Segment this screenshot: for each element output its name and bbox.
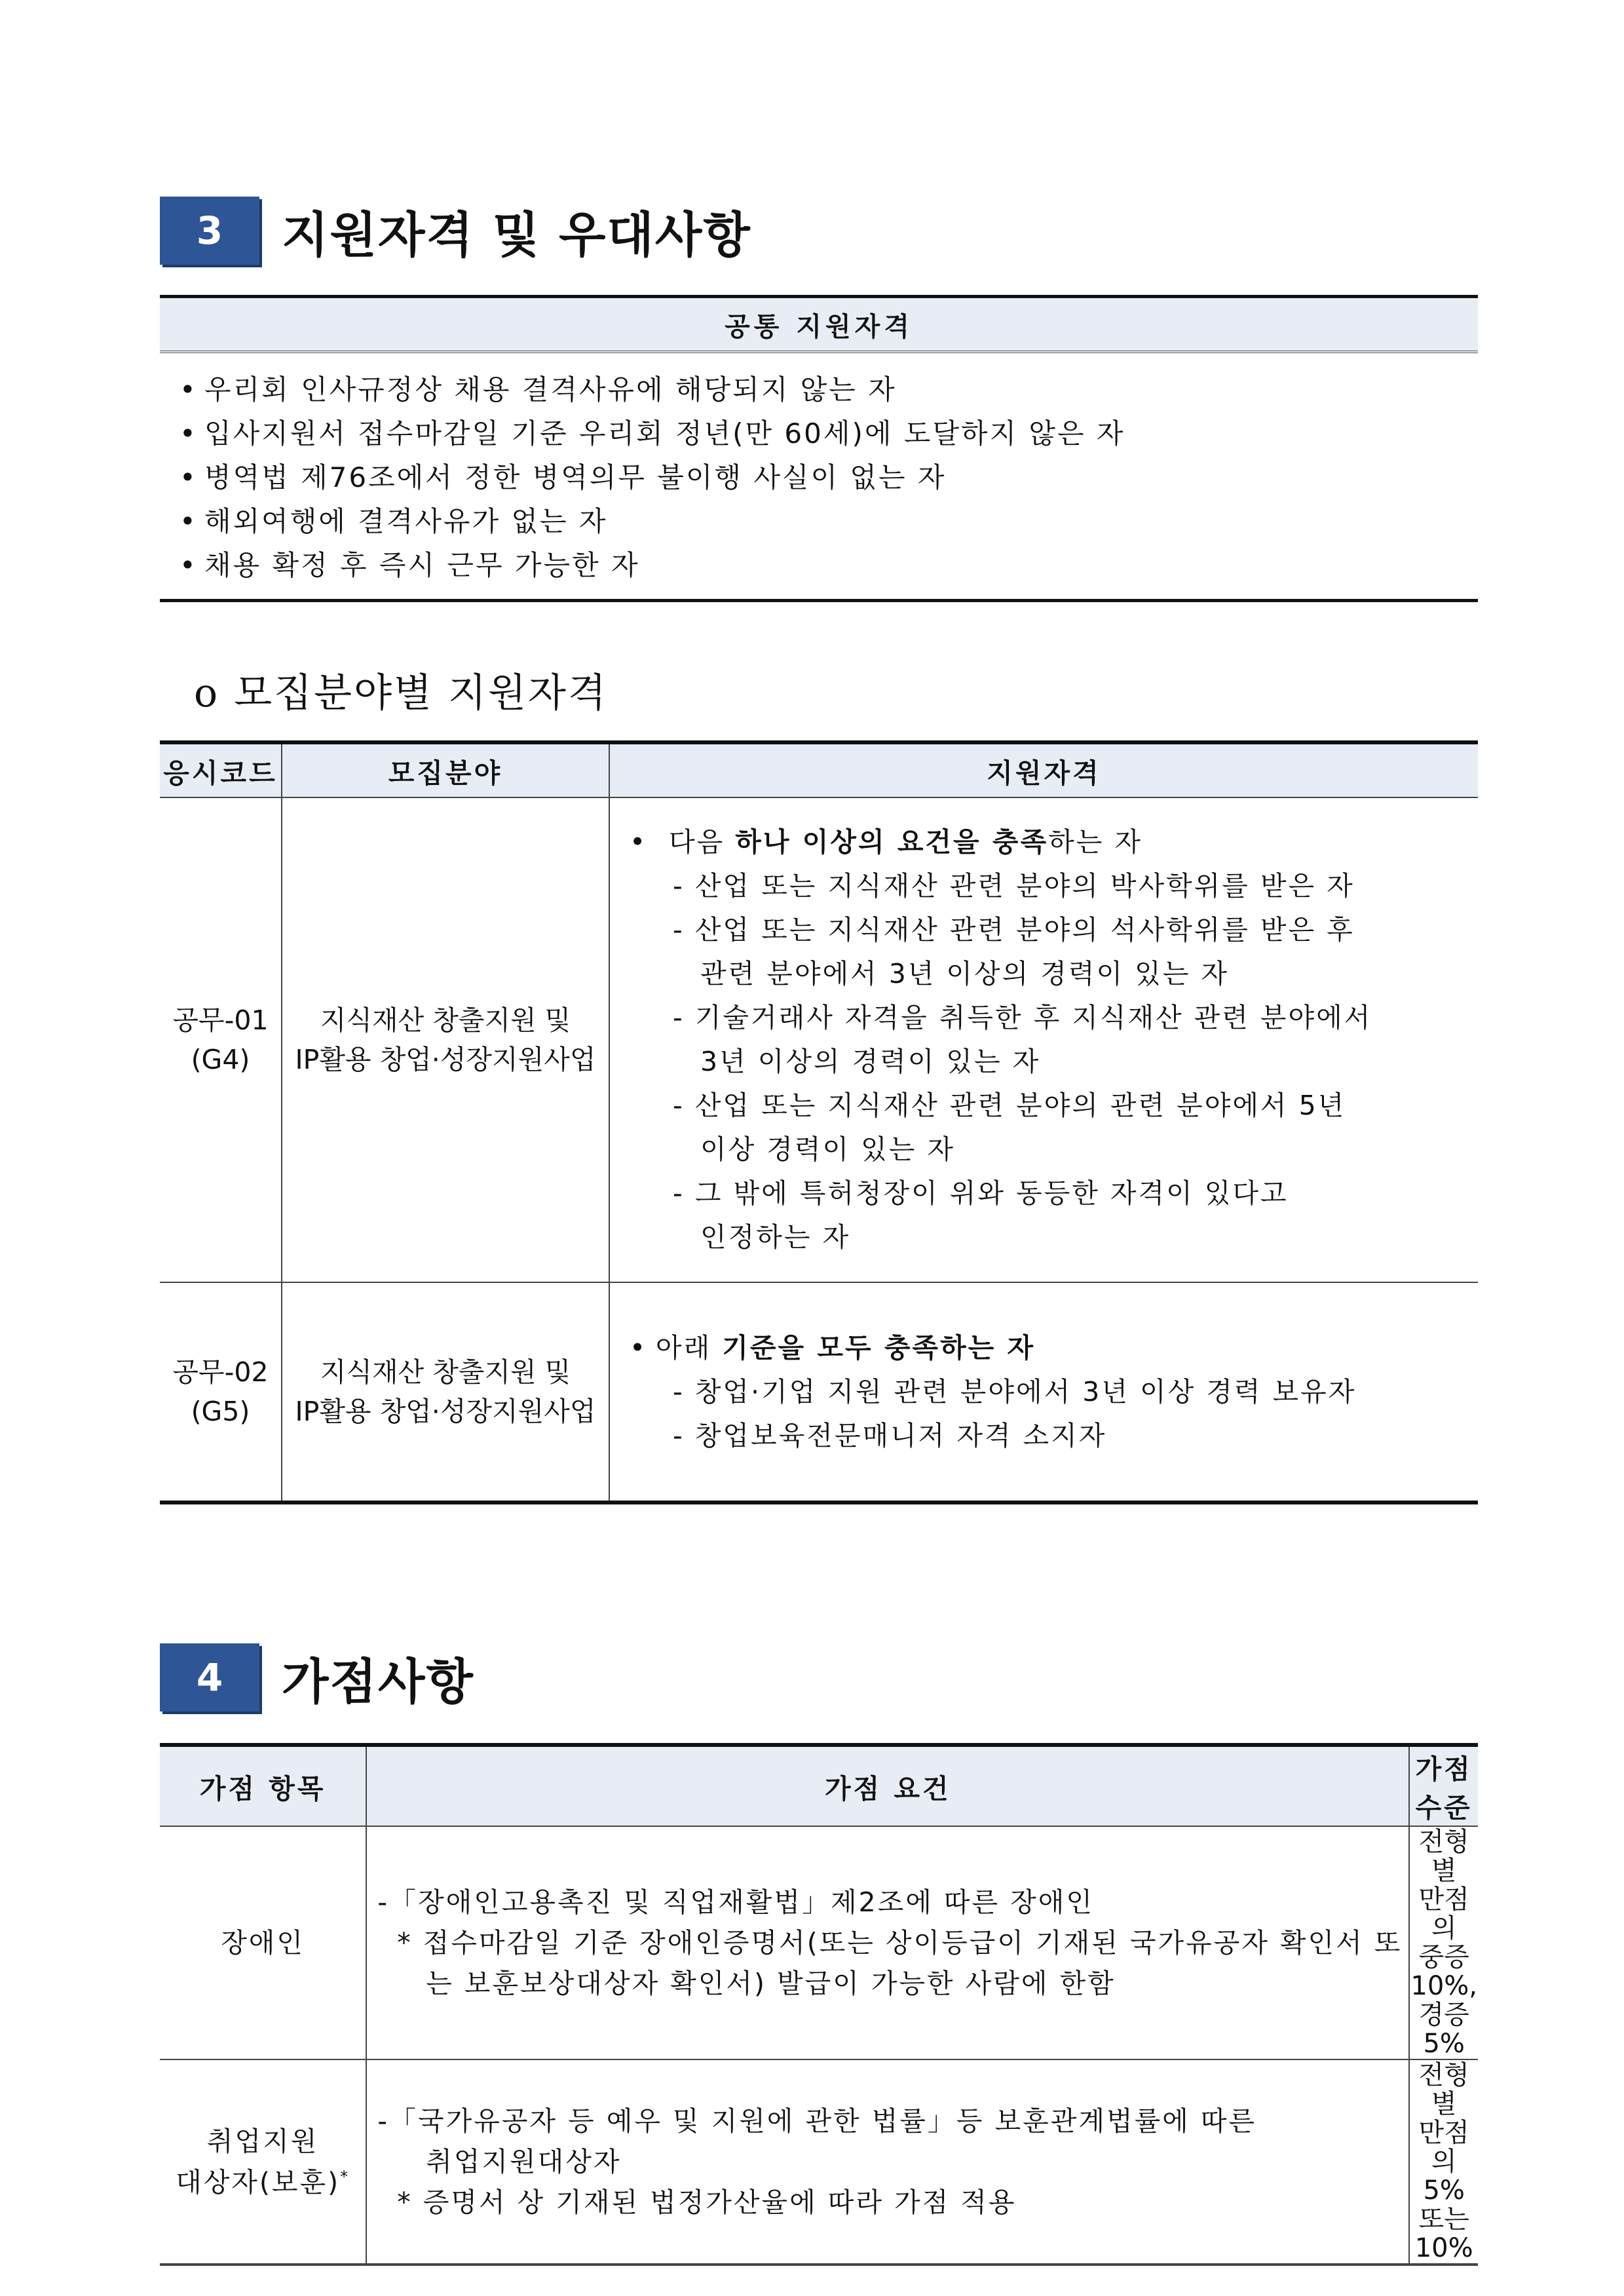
section-title: 가점사항	[282, 1654, 474, 1710]
footnote-marker: *	[340, 2167, 350, 2186]
table-header-row	[160, 742, 1478, 797]
list-item: • 입사지원서 접수마감일 기준 우리회 정년(만 60세)에 도달하지 않은 자	[160, 411, 1478, 455]
table-row	[160, 2059, 1478, 2265]
section-number-badge: 4	[160, 1643, 259, 1712]
section-title: 지원자격 및 우대사항	[282, 207, 751, 263]
requirement-cell: • 다음 하나 이상의 요건을 충족하는 자 - 산업 또는 지식재산 관련 분야의 박사학위를 받은 자 - 산업 또는 지식재산 관련 분야의 석사학위를 받은 후 관련 분야에서 3년 이상의 경력이 있는 자 - 기술거래사 자격을 취득한 후 지식재산 관련 분야에서 3년 이상의 경력이 있는 자 - 산업 또는 지식재산 관련 분야의 관련 분야에서 5년 이상 경력이 있는 자 - 그 밖에 특허청장이 위와 동등한 자격이 있다고 인정하는 자	[609, 797, 1478, 1282]
bonus-item-cell: 장애인	[160, 1826, 366, 2059]
table-header-row	[160, 1745, 1478, 1826]
exam-code-cell: 공무-02 (G5)	[160, 1282, 282, 1502]
bullet-icon: •	[179, 505, 198, 537]
qualification-table	[160, 740, 1478, 1504]
bonus-level-cell: 전형별 만점의 5% 또는 10%	[1409, 2059, 1478, 2265]
requirement-cell: • 아래 기준을 모두 충족하는 자 - 창업·기업 지원 관련 분야에서 3년 이상 경력 보유자 - 창업보육전문매니저 자격 소지자	[609, 1282, 1478, 1502]
bullet-icon: •	[179, 417, 198, 450]
list-item: • 병역법 제76조에서 정한 병역의무 불이행 사실이 없는 자	[160, 455, 1478, 499]
field-cell: 지식재산 창출지원 및 IP활용 창업·성장지원사업	[282, 797, 609, 1282]
bullet-icon: •	[179, 549, 198, 581]
bonus-item-cell: 취업지원 대상자(보훈)*	[160, 2059, 366, 2265]
list-item: • 해외여행에 결격사유가 없는 자	[160, 499, 1478, 543]
column-header: 모집분야	[282, 742, 609, 797]
list-item: • 우리회 인사규정상 채용 결격사유에 해당되지 않는 자	[160, 368, 1478, 411]
table-row	[160, 1826, 1478, 2059]
bullet-icon: •	[179, 461, 198, 493]
column-header: 가점 수준	[1409, 1745, 1478, 1826]
common-qualifications-list	[160, 353, 1478, 602]
table-row	[160, 797, 1478, 1282]
list-item: • 채용 확정 후 즉시 근무 가능한 자	[160, 543, 1478, 587]
common-qualifications-header: 공통 지원자격	[160, 295, 1478, 353]
bullet-icon: •	[630, 826, 648, 858]
bonus-level-cell: 전형별 만점의 중증 10%, 경증 5%	[1410, 1827, 1477, 2059]
field-cell: 지식재산 창출지원 및 IP활용 창업·성장지원사업	[282, 1282, 609, 1502]
bonus-requirement-cell: -「장애인고용촉진 및 직업재활법」제2조에 따른 장애인 * 접수마감일 기준 장애인증명서(또는 상이등급이 기재된 국가유공자 확인서 또 는 보훈보상대상자 확인서) 발급이 가능한 사람에 한함	[366, 1826, 1409, 2059]
exam-code-cell: 공무-01 (G4)	[160, 797, 282, 1282]
column-header: 가점 항목	[160, 1745, 366, 1826]
bonus-points-table	[160, 1743, 1478, 2266]
common-qualifications-box	[160, 295, 1478, 602]
bullet-icon: •	[630, 1331, 648, 1364]
table-row	[160, 1282, 1478, 1502]
column-header: 응시코드	[160, 742, 282, 797]
column-header: 지원자격	[609, 742, 1478, 797]
bullet-icon: •	[179, 373, 198, 406]
section-number-badge: 3	[160, 197, 259, 265]
column-header: 가점 요건	[366, 1745, 1409, 1826]
recruitment-field-subheading: o 모집분야별 지원자격	[194, 670, 608, 716]
bonus-requirement-cell: -「국가유공자 등 예우 및 지원에 관한 법률」등 보훈관계법률에 따른 취업지원대상자 * 증명서 상 기재된 법정가산율에 따라 가점 적용	[366, 2059, 1409, 2265]
